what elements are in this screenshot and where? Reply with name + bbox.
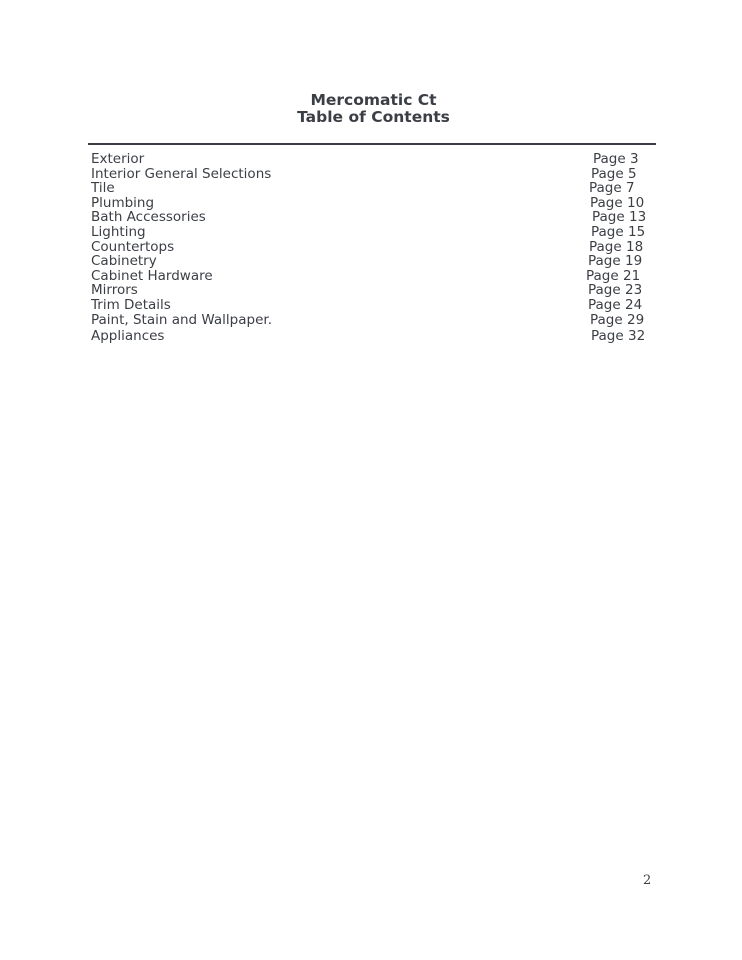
toc-entry-page: Page 10 xyxy=(590,194,645,211)
toc-entry-label: Bath Accessories xyxy=(91,209,206,226)
toc-entry-label: Cabinetry xyxy=(91,253,157,270)
toc-entry-appliances xyxy=(91,329,651,345)
toc-entry-page: Page 15 xyxy=(591,223,646,240)
toc-entry-label: Plumbing xyxy=(91,194,155,211)
toc-entry-page: Page 23 xyxy=(588,282,643,299)
toc-entry-page: Page 32 xyxy=(591,328,646,345)
toc-entry-page: Page 5 xyxy=(591,165,637,182)
toc-entry-exterior xyxy=(91,152,651,167)
toc-entry-tile xyxy=(91,181,651,196)
toc-entry-label: Exterior xyxy=(91,151,145,167)
toc-entry-bath-accessories xyxy=(91,210,651,225)
toc-entry-label: Lighting xyxy=(91,223,146,240)
toc-entry-page: Page 29 xyxy=(590,311,645,328)
toc-entry-lighting xyxy=(91,225,651,240)
toc-entry-cabinet-hardware xyxy=(91,269,651,284)
toc-entry-label: Cabinet Hardware xyxy=(91,267,213,284)
document-subtitle: Table of Contents xyxy=(297,108,450,126)
toc-entry-page: Page 13 xyxy=(592,209,647,226)
toc-entry-page: Page 24 xyxy=(588,296,643,313)
toc-entry-label: Paint, Stain and Wallpaper. xyxy=(91,311,272,328)
page-number: 2 xyxy=(643,873,652,888)
toc-entry-label: Countertops xyxy=(91,238,175,255)
table-of-contents xyxy=(91,152,651,345)
toc-entry-page: Page 3 xyxy=(593,151,639,167)
title-block xyxy=(0,92,742,126)
toc-entry-plumbing xyxy=(91,196,651,211)
toc-entry-page: Page 18 xyxy=(589,238,644,255)
toc-entry-page: Page 19 xyxy=(588,253,643,270)
toc-entry-mirrors xyxy=(91,283,651,298)
toc-entry-label: Interior General Selections xyxy=(91,165,272,182)
document-title: Mercomatic Ct xyxy=(310,91,437,109)
toc-entry-label: Tile xyxy=(91,180,115,197)
toc-entry-label: Mirrors xyxy=(91,282,138,299)
toc-entry-interior-general-selections xyxy=(91,167,651,182)
toc-entry-countertops xyxy=(91,240,651,255)
toc-entry-trim-details xyxy=(91,298,651,313)
toc-entry-label: Appliances xyxy=(91,328,165,345)
toc-entry-page: Page 21 xyxy=(586,267,641,284)
toc-entry-label: Trim Details xyxy=(91,296,171,313)
title-divider xyxy=(88,143,656,145)
toc-entry-cabinetry xyxy=(91,254,651,269)
toc-entry-page: Page 7 xyxy=(589,180,635,197)
toc-entry-paint-stain-wallpaper xyxy=(91,313,651,328)
